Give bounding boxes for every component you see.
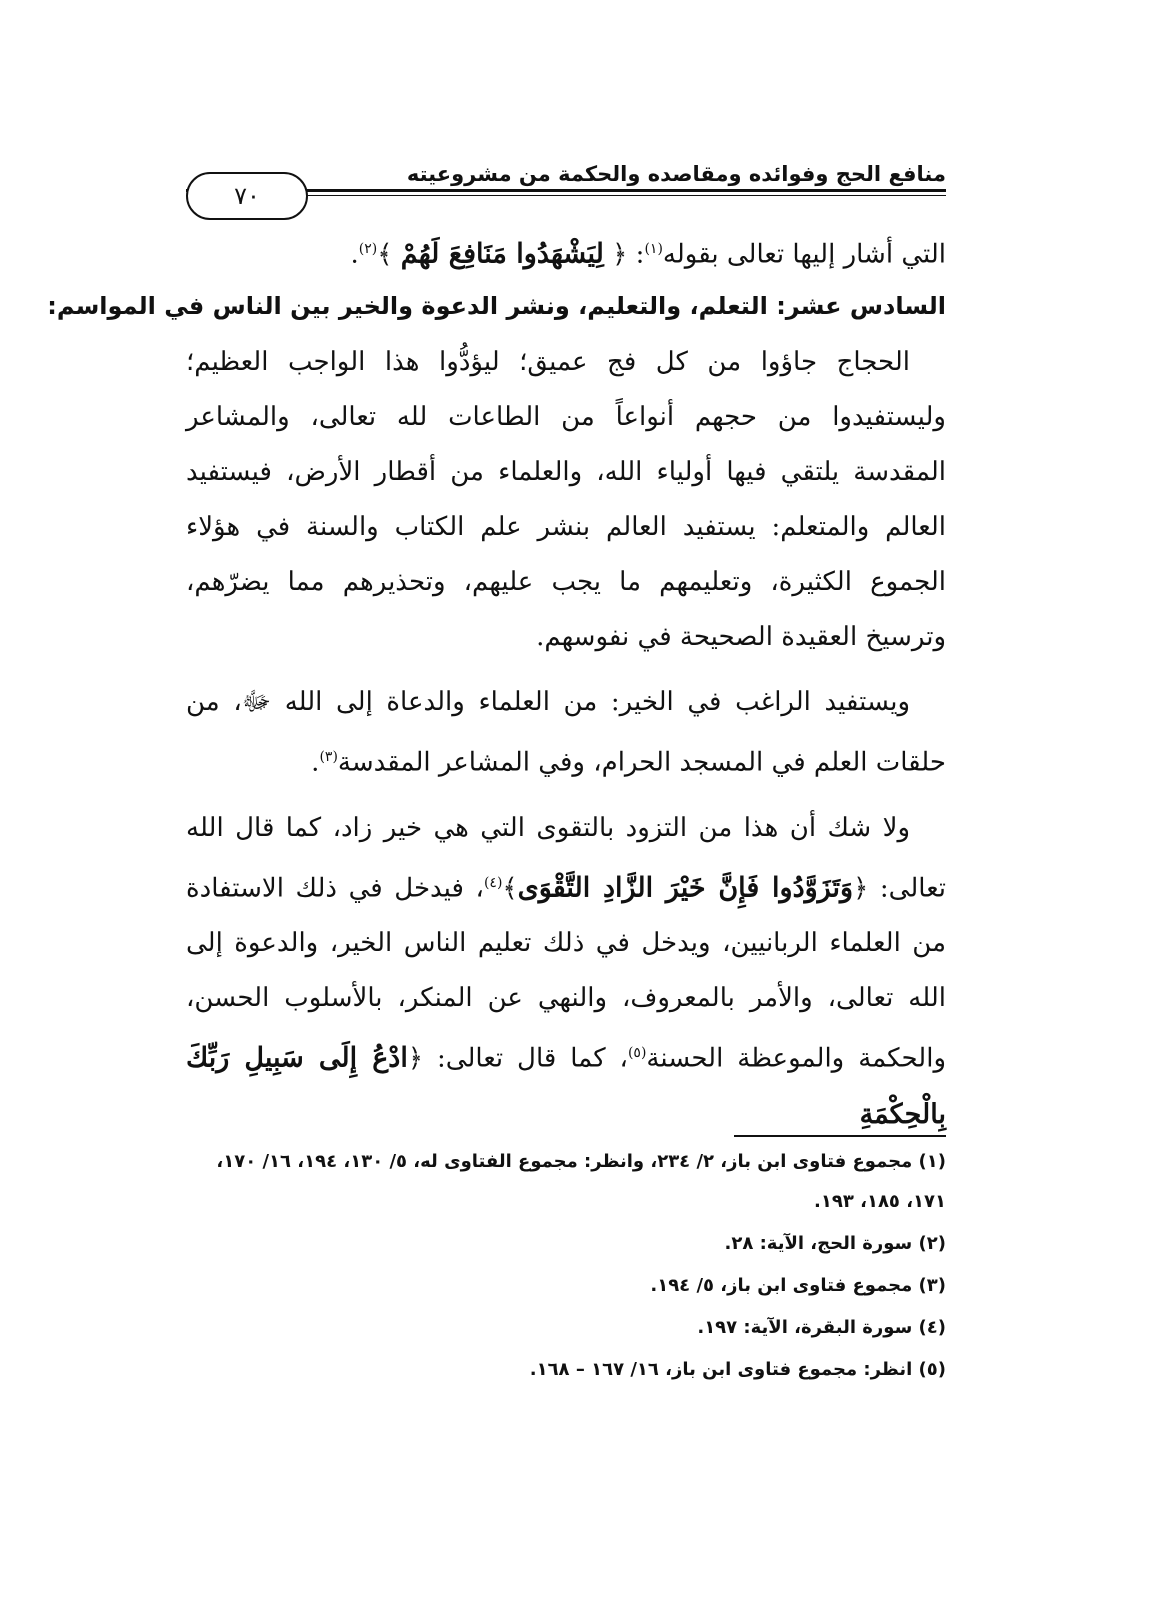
text-span: التي أشار إليها تعالى بقوله [662, 239, 946, 270]
text-span: : ﴿ [603, 239, 645, 270]
footnote-3: (٣) مجموع فتاوى ابن باز، ٥/ ١٩٤. [650, 1275, 946, 1296]
footnote-ref-2: (٢) [358, 241, 378, 257]
footnote-ref-1: (١) [644, 241, 663, 257]
paragraph-2 [186, 675, 946, 791]
footnote-ref-5: (٥) [627, 1045, 647, 1062]
footnote-5: (٥) انظر: مجموع فتاوى ابن باز، ١٦/ ١٦٧ – ١٦٨. [529, 1359, 946, 1380]
text-span: ويستفيد الراغب في الخير: من العلماء والدعاة إلى الله ﷻ، من حلقات العلم في المسجد الحرام، وفي المشاعر المقدسة [186, 687, 946, 778]
running-title: منافع الحج وفوائده ومقاصده والحكمة من مشروعيته [406, 162, 946, 186]
text-span: ، كما قال تعالى: ﴿ [407, 1043, 628, 1074]
text-span: ولا شك أن هذا من التزود بالتقوى التي هي خير زاد، كما قال الله تعالى: ﴿ [186, 812, 946, 904]
footnote-ref-4: (٤) [483, 874, 503, 891]
quran-verse: لِيَشْهَدُوا مَنَافِعَ لَهُمْ [400, 238, 604, 270]
text-span: . [311, 747, 320, 778]
text-span: ، فيدخل في ذلك الاستفادة من العلماء الربانيين، ويدخل في ذلك تعليم الناس الخير، والدعوة إلى الله تعالى، والأمر بالمعروف، والنهي عن المنكر، بالأسلوب الحسن، والحكمة والموعظة الحسنة [186, 873, 947, 1074]
paragraph-gap [186, 665, 946, 675]
footnote-separator [734, 1135, 946, 1137]
section-heading: السادس عشر: التعلم، والتعليم، ونشر الدعوة والخير بين الناس في المواسم: [47, 292, 946, 320]
footnotes [186, 1142, 946, 1390]
text-span: ﴾ [377, 239, 401, 270]
quran-verse: ادْعُ إِلَى سَبِيلِ رَبِّكَ بِالْحِكْمَةِ [186, 1042, 946, 1130]
paragraph-gap [186, 791, 946, 801]
paragraph-2-text [186, 675, 946, 791]
footnote-2: (٢) سورة الحج، الآية: ٢٨. [724, 1233, 946, 1254]
text-span: ﴾ [502, 873, 518, 904]
footnote-4: (٤) سورة البقرة، الآية: ١٩٧. [697, 1317, 946, 1338]
page-header [186, 158, 946, 210]
opening-line [186, 222, 946, 277]
paragraph-3-text [186, 801, 946, 1143]
paragraph-1-text: الحجاج جاؤوا من كل فج عميق؛ ليؤدُّوا هذا الواجب العظيم؛ وليستفيدوا من حجهم أنواعاً من الطاعات لله تعالى، والمشاعر المقدسة يلتقي فيها أولياء الله، والعلماء من أقطار الأرض، فيستفيد العالم والمتعلم: يستفيد العالم بنشر علم الكتاب والسنة في هؤلاء الجموع الكثيرة، وتعليمهم ما يجب عليهم، وتحذيرهم مما يضرّهم، وترسيخ العقيدة الصحيحة في نفوسهم. [186, 347, 946, 652]
footnote-ref-3: (٣) [319, 749, 338, 765]
text-span: . [350, 239, 359, 270]
quran-verse: وَتَزَوَّدُوا فَإِنَّ خَيْرَ الزَّادِ التَّقْوَى [517, 872, 854, 904]
paragraph-1 [186, 335, 946, 665]
paragraph-3 [186, 801, 946, 1143]
footnote-1: (١) مجموع فتاوى ابن باز، ٢/ ٢٣٤، وانظر: مجموع الفتاوى له، ٥/ ١٣٠، ١٩٤، ١٦/ ١٧٠، ١٧١، ١٨٥، ١٩٣. [216, 1151, 946, 1212]
main-text [47, 222, 947, 1143]
page-number: ٧٠ [186, 172, 308, 220]
